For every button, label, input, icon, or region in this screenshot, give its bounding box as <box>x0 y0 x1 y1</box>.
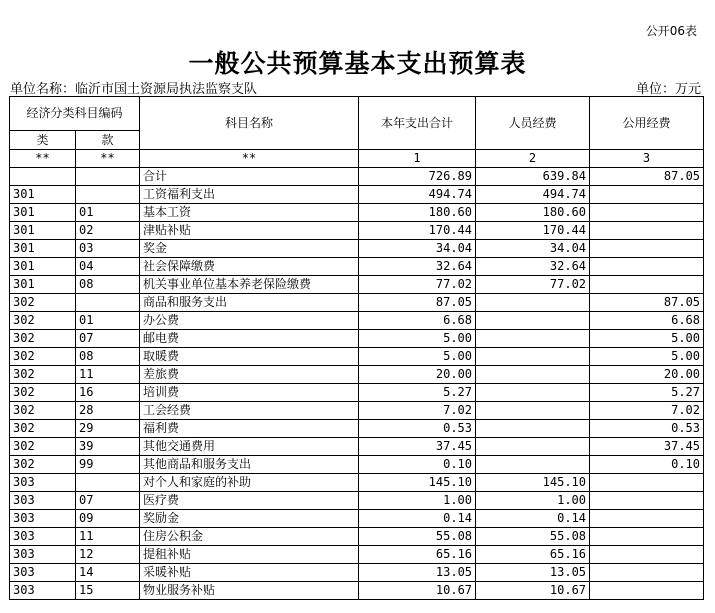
table-row <box>10 330 704 348</box>
cell-public: 5.00 <box>590 330 704 348</box>
cell-kuan: 02 <box>76 222 140 240</box>
cell-public: 87.05 <box>590 168 704 186</box>
cell-personnel: 10.67 <box>476 582 590 600</box>
cell-personnel: 494.74 <box>476 186 590 204</box>
cell-personnel <box>476 294 590 312</box>
cell-total: 180.60 <box>359 204 476 222</box>
cell-lei: 302 <box>10 330 76 348</box>
cell-personnel: 13.05 <box>476 564 590 582</box>
cell-total: 20.00 <box>359 366 476 384</box>
table-row <box>10 348 704 366</box>
cell-kuan: 39 <box>76 438 140 456</box>
cell-personnel: 1.00 <box>476 492 590 510</box>
cell-total: 37.45 <box>359 438 476 456</box>
cell-total: 5.27 <box>359 384 476 402</box>
budget-table-body <box>10 97 704 600</box>
cell-lei: 303 <box>10 582 76 600</box>
table-row <box>10 510 704 528</box>
cell-public <box>590 474 704 492</box>
cell-subject-name: 福利费 <box>140 420 359 438</box>
cell-personnel <box>476 348 590 366</box>
index-lei: ** <box>10 150 76 168</box>
cell-subject-name: 其他交通费用 <box>140 438 359 456</box>
cell-lei: 302 <box>10 456 76 474</box>
cell-kuan: 12 <box>76 546 140 564</box>
cell-public: 20.00 <box>590 366 704 384</box>
cell-subject-name: 对个人和家庭的补助 <box>140 474 359 492</box>
cell-kuan: 09 <box>76 510 140 528</box>
cell-subject-name: 住房公积金 <box>140 528 359 546</box>
table-row <box>10 492 704 510</box>
cell-lei: 303 <box>10 546 76 564</box>
unit-of-measure: 单位：万元 <box>635 82 701 97</box>
header-personnel: 人员经费 <box>476 97 590 150</box>
cell-public <box>590 528 704 546</box>
index-name: ** <box>140 150 359 168</box>
cell-lei: 302 <box>10 366 76 384</box>
cell-total: 5.00 <box>359 330 476 348</box>
cell-lei: 302 <box>10 294 76 312</box>
cell-lei: 302 <box>10 420 76 438</box>
cell-subject-name: 工资福利支出 <box>140 186 359 204</box>
cell-kuan: 11 <box>76 528 140 546</box>
cell-lei: 301 <box>10 276 76 294</box>
cell-public <box>590 276 704 294</box>
table-row <box>10 456 704 474</box>
cell-lei: 303 <box>10 510 76 528</box>
unit-name: 单位名称：临沂市国土资源局执法监察支队 <box>10 82 258 97</box>
cell-total: 6.68 <box>359 312 476 330</box>
cell-public: 6.68 <box>590 312 704 330</box>
cell-kuan: 14 <box>76 564 140 582</box>
cell-personnel: 170.44 <box>476 222 590 240</box>
cell-public: 0.10 <box>590 456 704 474</box>
table-row <box>10 222 704 240</box>
cell-public: 7.02 <box>590 402 704 420</box>
cell-public <box>590 222 704 240</box>
cell-lei: 303 <box>10 492 76 510</box>
cell-lei: 301 <box>10 186 76 204</box>
cell-total: 55.08 <box>359 528 476 546</box>
table-row <box>10 474 704 492</box>
cell-subject-name: 商品和服务支出 <box>140 294 359 312</box>
table-row <box>10 582 704 600</box>
cell-total: 1.00 <box>359 492 476 510</box>
cell-total: 5.00 <box>359 348 476 366</box>
cell-total: 10.67 <box>359 582 476 600</box>
header-lei: 类 <box>10 131 76 150</box>
cell-lei: 301 <box>10 204 76 222</box>
cell-lei: 303 <box>10 564 76 582</box>
cell-public <box>590 510 704 528</box>
header-row-top <box>10 97 704 131</box>
cell-subject-name: 社会保障缴费 <box>140 258 359 276</box>
cell-subject-name: 工会经费 <box>140 402 359 420</box>
table-row <box>10 240 704 258</box>
cell-lei: 302 <box>10 384 76 402</box>
cell-personnel <box>476 312 590 330</box>
cell-subject-name: 医疗费 <box>140 492 359 510</box>
cell-total: 65.16 <box>359 546 476 564</box>
cell-kuan: 07 <box>76 330 140 348</box>
cell-lei: 303 <box>10 474 76 492</box>
cell-total: 7.02 <box>359 402 476 420</box>
cell-kuan: 29 <box>76 420 140 438</box>
cell-kuan: 08 <box>76 348 140 366</box>
cell-personnel: 0.14 <box>476 510 590 528</box>
cell-personnel: 32.64 <box>476 258 590 276</box>
header-public: 公用经费 <box>590 97 704 150</box>
cell-subject-name: 合计 <box>140 168 359 186</box>
cell-total: 726.89 <box>359 168 476 186</box>
cell-total: 13.05 <box>359 564 476 582</box>
cell-public <box>590 582 704 600</box>
cell-personnel: 55.08 <box>476 528 590 546</box>
cell-subject-name: 邮电费 <box>140 330 359 348</box>
cell-personnel: 180.60 <box>476 204 590 222</box>
cell-kuan <box>76 294 140 312</box>
cell-public <box>590 564 704 582</box>
cell-personnel <box>476 420 590 438</box>
cell-total: 77.02 <box>359 276 476 294</box>
cell-subject-name: 基本工资 <box>140 204 359 222</box>
cell-personnel <box>476 402 590 420</box>
cell-public <box>590 240 704 258</box>
cell-personnel: 77.02 <box>476 276 590 294</box>
cell-kuan: 04 <box>76 258 140 276</box>
cell-personnel <box>476 438 590 456</box>
page-title: 一般公共预算基本支出预算表 <box>188 49 527 78</box>
cell-personnel <box>476 330 590 348</box>
cell-public: 5.27 <box>590 384 704 402</box>
cell-public <box>590 204 704 222</box>
cell-subject-name: 其他商品和服务支出 <box>140 456 359 474</box>
cell-kuan: 28 <box>76 402 140 420</box>
cell-kuan: 01 <box>76 204 140 222</box>
cell-total: 0.14 <box>359 510 476 528</box>
cell-lei: 301 <box>10 258 76 276</box>
cell-total: 87.05 <box>359 294 476 312</box>
cell-personnel: 145.10 <box>476 474 590 492</box>
index-public: 3 <box>590 150 704 168</box>
cell-subject-name: 机关事业单位基本养老保险缴费 <box>140 276 359 294</box>
cell-public <box>590 186 704 204</box>
cell-public <box>590 258 704 276</box>
cell-public: 87.05 <box>590 294 704 312</box>
cell-kuan: 01 <box>76 312 140 330</box>
form-code-label: 公开06表 <box>645 24 697 38</box>
cell-lei: 302 <box>10 312 76 330</box>
cell-total: 170.44 <box>359 222 476 240</box>
cell-total: 32.64 <box>359 258 476 276</box>
header-econ-code: 经济分类科目编码 <box>10 97 140 131</box>
cell-personnel: 65.16 <box>476 546 590 564</box>
cell-total: 34.04 <box>359 240 476 258</box>
cell-lei: 302 <box>10 402 76 420</box>
table-row <box>10 564 704 582</box>
cell-subject-name: 奖励金 <box>140 510 359 528</box>
index-kuan: ** <box>76 150 140 168</box>
cell-subject-name: 取暖费 <box>140 348 359 366</box>
cell-kuan: 11 <box>76 366 140 384</box>
cell-public <box>590 492 704 510</box>
cell-total: 145.10 <box>359 474 476 492</box>
cell-subject-name: 提租补贴 <box>140 546 359 564</box>
cell-kuan: 15 <box>76 582 140 600</box>
cell-public <box>590 546 704 564</box>
cell-kuan: 07 <box>76 492 140 510</box>
cell-lei: 302 <box>10 438 76 456</box>
table-row <box>10 186 704 204</box>
cell-public: 5.00 <box>590 348 704 366</box>
table-row <box>10 528 704 546</box>
cell-subject-name: 办公费 <box>140 312 359 330</box>
cell-subject-name: 津贴补贴 <box>140 222 359 240</box>
cell-personnel <box>476 456 590 474</box>
cell-kuan <box>76 168 140 186</box>
cell-public: 37.45 <box>590 438 704 456</box>
index-row <box>10 150 704 168</box>
cell-kuan <box>76 474 140 492</box>
cell-subject-name: 采暖补贴 <box>140 564 359 582</box>
table-row <box>10 276 704 294</box>
cell-lei: 302 <box>10 348 76 366</box>
cell-subject-name: 奖金 <box>140 240 359 258</box>
index-total: 1 <box>359 150 476 168</box>
cell-lei: 301 <box>10 222 76 240</box>
cell-total: 494.74 <box>359 186 476 204</box>
header-subject-name: 科目名称 <box>140 97 359 150</box>
table-row <box>10 402 704 420</box>
header-total: 本年支出合计 <box>359 97 476 150</box>
cell-personnel <box>476 366 590 384</box>
budget-table <box>9 96 704 600</box>
table-row <box>10 546 704 564</box>
cell-total: 0.10 <box>359 456 476 474</box>
cell-kuan: 16 <box>76 384 140 402</box>
table-row <box>10 366 704 384</box>
cell-total: 0.53 <box>359 420 476 438</box>
table-row <box>10 312 704 330</box>
cell-lei: 301 <box>10 240 76 258</box>
table-row <box>10 420 704 438</box>
cell-personnel: 639.84 <box>476 168 590 186</box>
cell-kuan <box>76 186 140 204</box>
cell-kuan: 99 <box>76 456 140 474</box>
cell-personnel: 34.04 <box>476 240 590 258</box>
cell-personnel <box>476 384 590 402</box>
table-row <box>10 168 704 186</box>
table-row <box>10 204 704 222</box>
cell-lei: 303 <box>10 528 76 546</box>
table-row <box>10 294 704 312</box>
cell-kuan: 08 <box>76 276 140 294</box>
cell-lei <box>10 168 76 186</box>
cell-subject-name: 培训费 <box>140 384 359 402</box>
header-kuan: 款 <box>76 131 140 150</box>
cell-subject-name: 物业服务补贴 <box>140 582 359 600</box>
cell-public: 0.53 <box>590 420 704 438</box>
index-personnel: 2 <box>476 150 590 168</box>
table-row <box>10 258 704 276</box>
cell-kuan: 03 <box>76 240 140 258</box>
cell-subject-name: 差旅费 <box>140 366 359 384</box>
table-row <box>10 438 704 456</box>
table-row <box>10 384 704 402</box>
